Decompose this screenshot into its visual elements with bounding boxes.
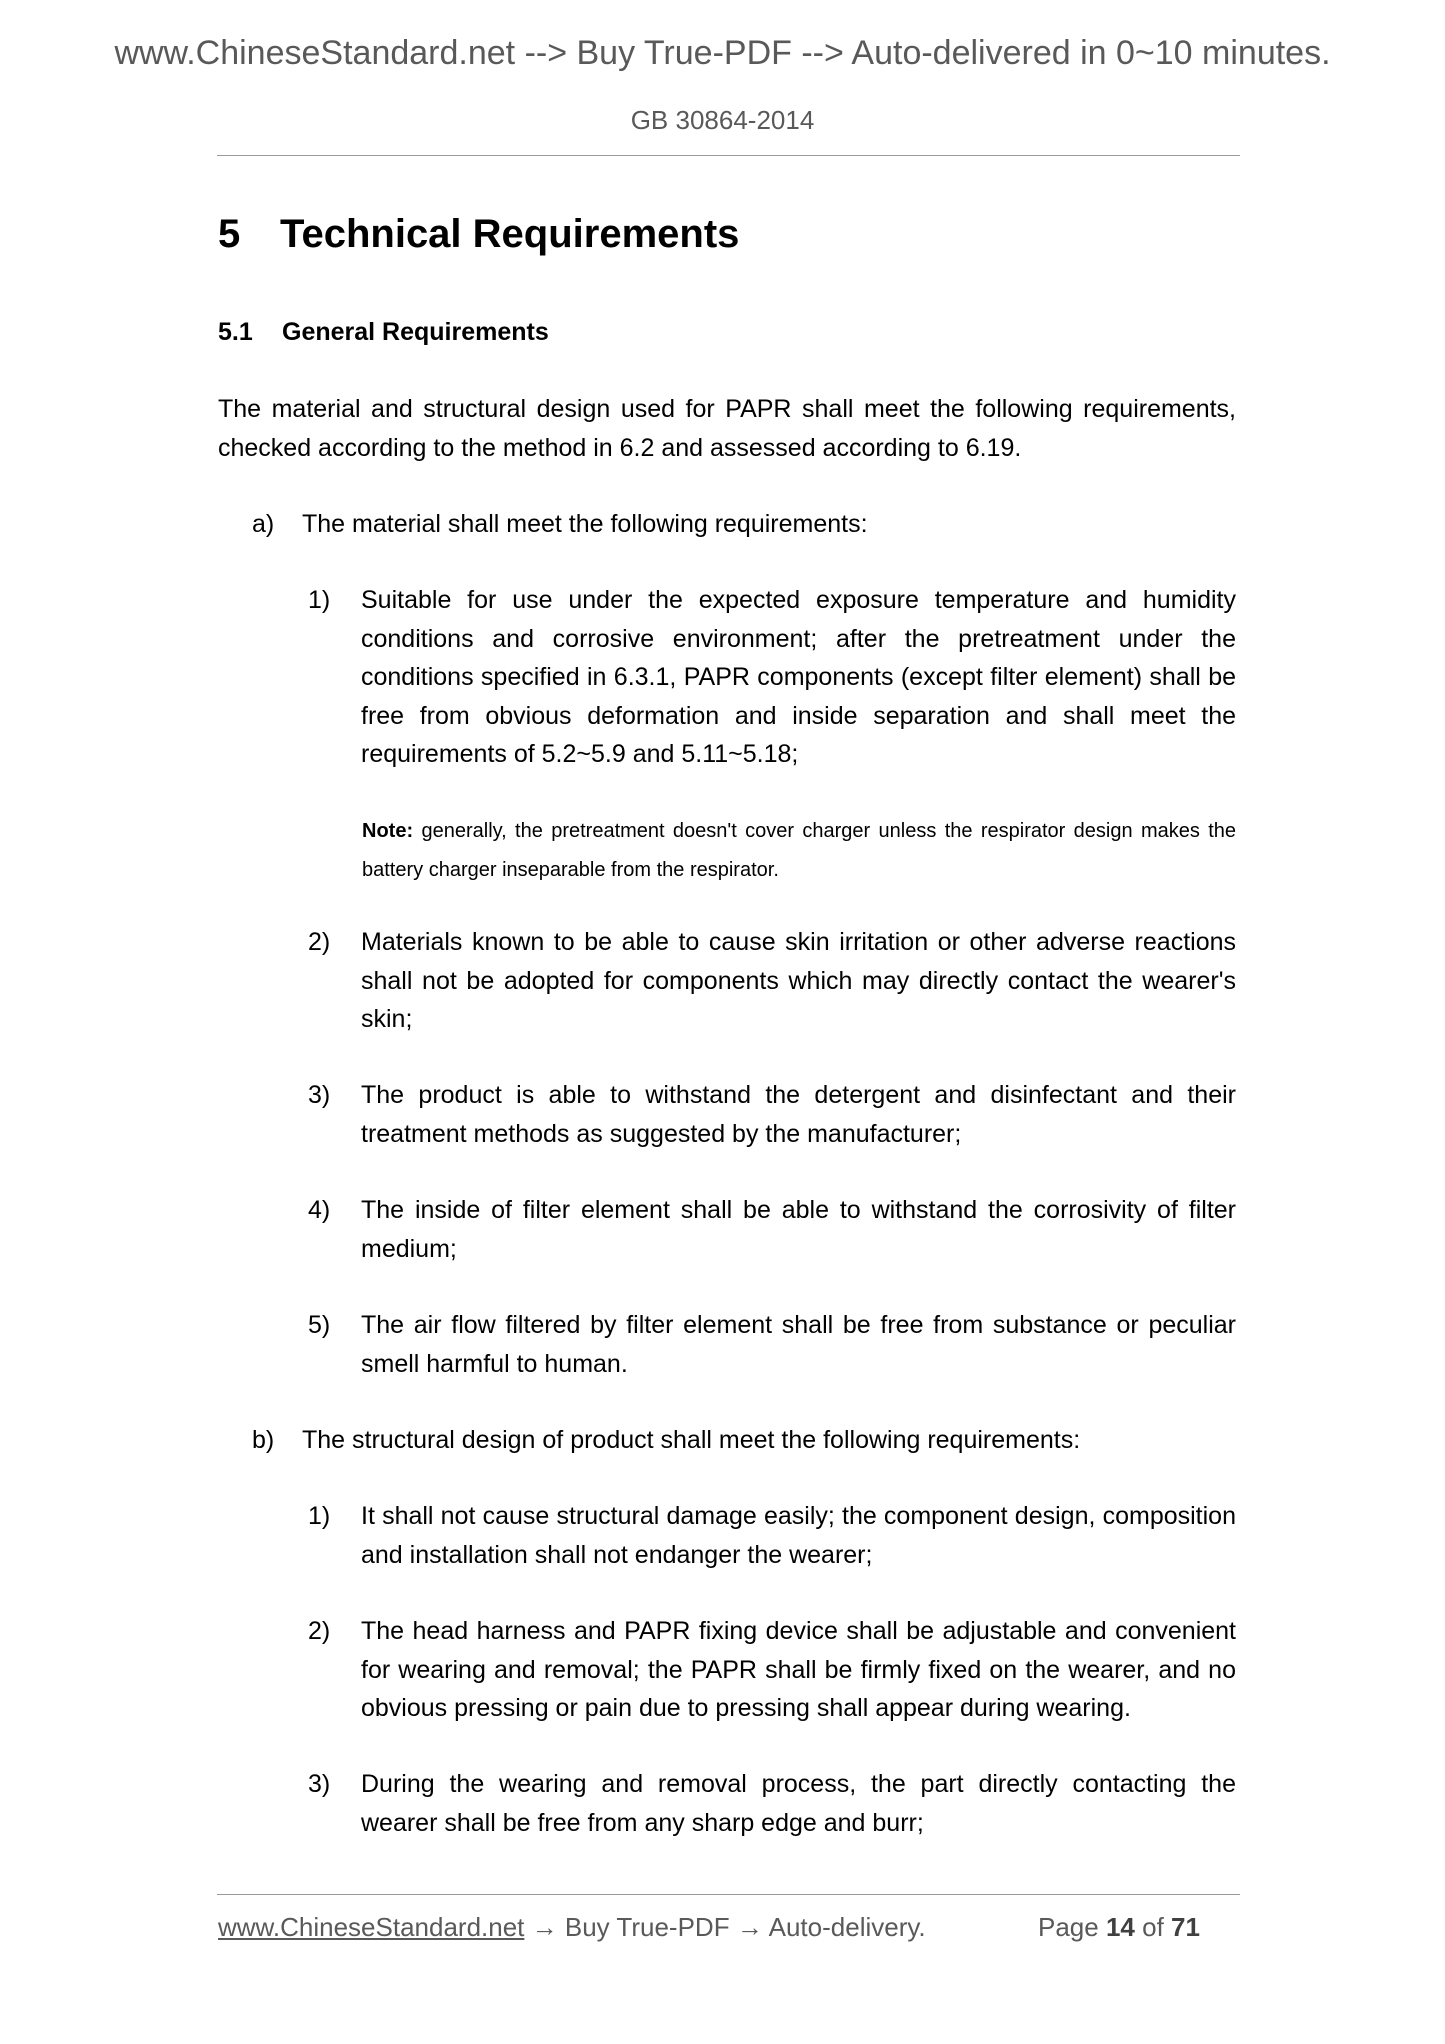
list-item-label: 4) — [308, 1196, 331, 1224]
list-item-b-2 — [308, 1612, 1236, 1728]
section-heading — [218, 212, 739, 257]
list-item-b — [252, 1421, 1242, 1460]
top-banner: www.ChineseStandard.net --> Buy True-PDF --> Auto-delivered in 0~10 minutes. — [114, 34, 1331, 72]
of-word: of — [1142, 1912, 1164, 1942]
page-word: Page — [1038, 1912, 1099, 1942]
list-item-text: Materials known to be able to cause skin irritation or other adverse reactions shall not be adopted for components which may directly contact the wearer's skin; — [361, 928, 1236, 1033]
list-item-label: 3) — [308, 1081, 331, 1109]
note-label: Note: — [362, 820, 414, 842]
subsection-heading — [218, 318, 549, 347]
section-title: Technical Requirements — [280, 212, 740, 256]
list-item-a-5 — [308, 1306, 1236, 1383]
list-item-b-label: b) — [252, 1426, 275, 1454]
list-item-text: The air flow filtered by filter element shall be free from substance or peculiar smell harmful to human. — [361, 1311, 1236, 1378]
list-item-a — [252, 505, 1242, 544]
list-item-b-3 — [308, 1765, 1236, 1842]
list-item-a-2 — [308, 923, 1236, 1039]
note-text: generally, the pretreatment doesn't cover charger unless the respirator design makes the battery charger inseparable from the respirator. — [362, 820, 1237, 881]
list-item-a-text: The material shall meet the following requirements: — [302, 510, 868, 538]
subsection-title: General Requirements — [282, 318, 549, 346]
footer-link[interactable]: www.ChineseStandard.net — [218, 1912, 525, 1942]
list-item-label: 2) — [308, 928, 331, 956]
list-item-text: It shall not cause structural damage easily; the component design, composition and installation shall not endanger the wearer; — [361, 1502, 1236, 1569]
list-item-a-3 — [308, 1076, 1236, 1153]
footer-buy-text: Buy True-PDF — [564, 1912, 730, 1942]
header-divider — [217, 155, 1240, 156]
arrow-right-icon: → — [736, 1912, 763, 1942]
list-item-text: The head harness and PAPR fixing device shall be adjustable and convenient for wearing and removal; the PAPR shall be firmly fixed on the wearer, and no obvious pressing or pain due to pressing shall appear during wearing. — [361, 1617, 1236, 1722]
list-item-text: The product is able to withstand the detergent and disinfectant and their treatment methods as suggested by the manufacturer; — [361, 1081, 1236, 1148]
list-item-label: 2) — [308, 1617, 331, 1645]
list-item-label: 3) — [308, 1770, 331, 1798]
list-item-a-label: a) — [252, 510, 275, 538]
list-item-a-4 — [308, 1191, 1236, 1268]
subsection-number: 5.1 — [218, 318, 253, 346]
page-indicator — [1038, 1912, 1200, 1943]
note-paragraph — [362, 812, 1236, 890]
footer-promo — [218, 1912, 926, 1943]
page-number: 14 — [1105, 1912, 1135, 1942]
section-number: 5 — [218, 212, 241, 256]
total-pages: 71 — [1171, 1912, 1200, 1942]
list-item-label: 1) — [308, 1502, 331, 1530]
list-item-label: 5) — [308, 1311, 331, 1339]
list-item-text: Suitable for use under the expected exposure temperature and humidity conditions and corrosive environment; after the pretreatment under the conditions specified in 6.3.1, PAPR components (except filter element) shall be free from obvious deformation and inside separation and shall meet the requirements of 5.2~5.9 and 5.11~5.18; — [361, 586, 1236, 768]
list-item-b-text: The structural design of product shall meet the following requirements: — [302, 1426, 1081, 1454]
list-item-text: The inside of filter element shall be able to withstand the corrosivity of filter medium; — [361, 1196, 1236, 1263]
standard-number: GB 30864-2014 — [630, 105, 815, 135]
list-item-b-1 — [308, 1497, 1236, 1574]
arrow-right-icon: → — [531, 1912, 558, 1942]
list-item-text: During the wearing and removal process, the part directly contacting the wearer shall be free from any sharp edge and burr; — [361, 1770, 1236, 1837]
footer-delivery-text: Auto-delivery. — [768, 1912, 926, 1942]
footer-divider — [217, 1894, 1240, 1895]
list-item-a-1 — [308, 581, 1236, 774]
list-item-label: 1) — [308, 586, 331, 614]
intro-paragraph: The material and structural design used for PAPR shall meet the following requirements, checked according to the method in 6.2 and assessed according to 6.19. — [218, 395, 1236, 462]
